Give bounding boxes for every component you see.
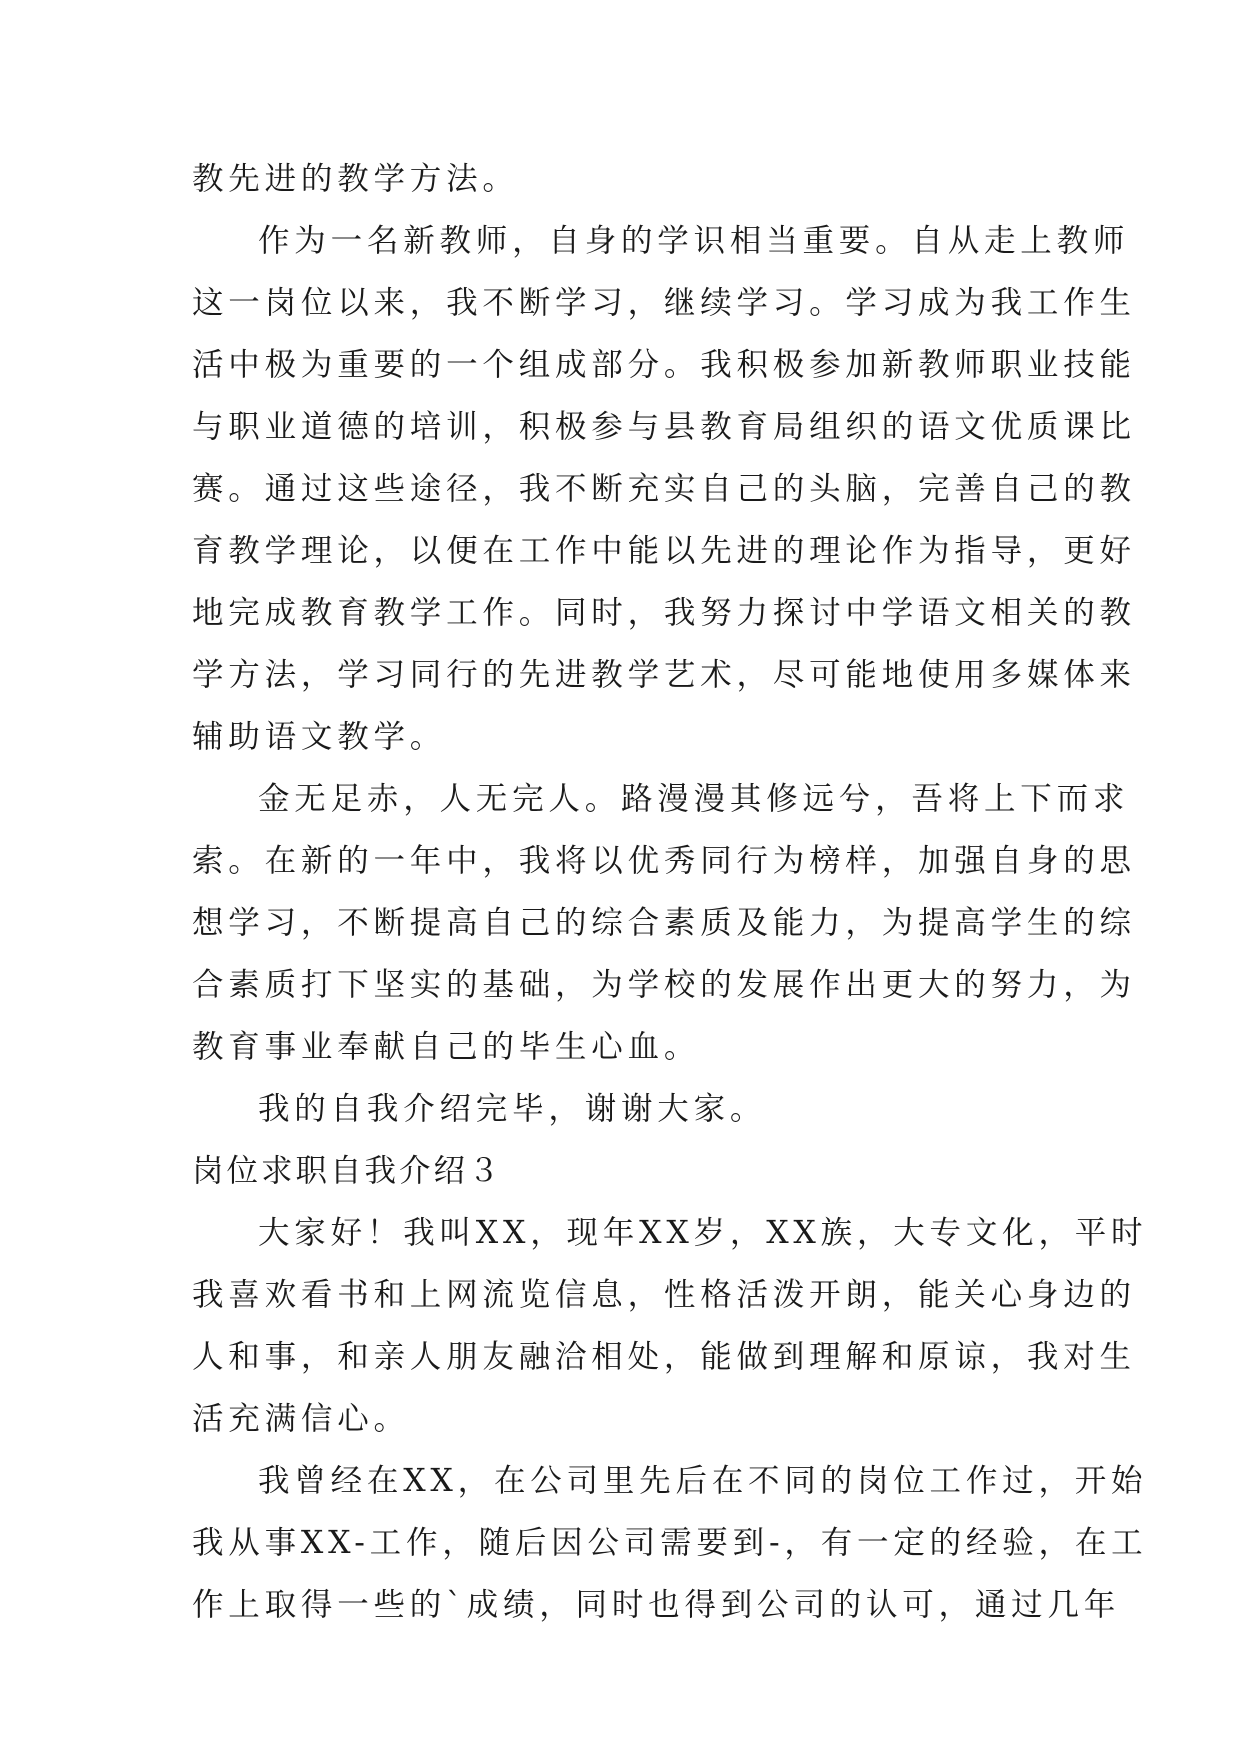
text-line: 想学习，不断提高自己的综合素质及能力，为提高学生的综 <box>192 905 1136 941</box>
text-line: 赛。通过这些途径，我不断充实自己的头脑，完善自己的教 <box>192 471 1136 507</box>
paragraph-start-line: 作为一名新教师，自身的学识相当重要。自从走上教师 <box>258 223 1130 259</box>
text-line: 与职业道德的培训，积极参与县教育局组织的语文优质课比 <box>192 409 1136 445</box>
text-line: 活中极为重要的一个组成部分。我积极参加新教师职业技能 <box>192 347 1136 383</box>
document-body <box>192 148 1148 1636</box>
text-line: 索。在新的一年中，我将以优秀同行为榜样，加强自身的思 <box>192 843 1136 879</box>
text-line: 活充满信心。 <box>192 1401 410 1437</box>
text-line: 教育事业奉献自己的毕生心血。 <box>192 1029 701 1065</box>
text-line: 这一岗位以来，我不断学习，继续学习。学习成为我工作生 <box>192 285 1136 321</box>
text-line: 学方法，学习同行的先进教学艺术，尽可能地使用多媒体来 <box>192 657 1136 693</box>
section-heading: 岗位求职自我介绍３ <box>192 1153 503 1189</box>
text-line: 我从事XX-工作，随后因公司需要到-，有一定的经验，在工 <box>192 1525 1148 1561</box>
text-line: 育教学理论，以便在工作中能以先进的理论作为指导，更好 <box>192 533 1136 569</box>
text-line: 人和事，和亲人朋友融洽相处，能做到理解和原谅，我对生 <box>192 1339 1136 1375</box>
paragraph-start-line: 大家好！我叫XX，现年XX岁，XX族，大专文化，平时 <box>258 1215 1148 1251</box>
text-line: 作上取得一些的`成绩，同时也得到公司的认可，通过几年 <box>192 1587 1121 1623</box>
paragraph-start-line: 我的自我介绍完毕，谢谢大家。 <box>258 1091 767 1127</box>
text-line: 教先进的教学方法。 <box>192 161 519 197</box>
paragraph-start-line: 我曾经在XX，在公司里先后在不同的岗位工作过，开始 <box>258 1463 1148 1499</box>
paragraph-start-line: 金无足赤，人无完人。路漫漫其修远兮，吾将上下而求 <box>258 781 1130 817</box>
text-line: 合素质打下坚实的基础，为学校的发展作出更大的努力，为 <box>192 967 1136 1003</box>
text-line: 辅助语文教学。 <box>192 719 447 755</box>
text-line: 我喜欢看书和上网流览信息，性格活泼开朗，能关心身边的 <box>192 1277 1136 1313</box>
text-line: 地完成教育教学工作。同时，我努力探讨中学语文相关的教 <box>192 595 1136 631</box>
